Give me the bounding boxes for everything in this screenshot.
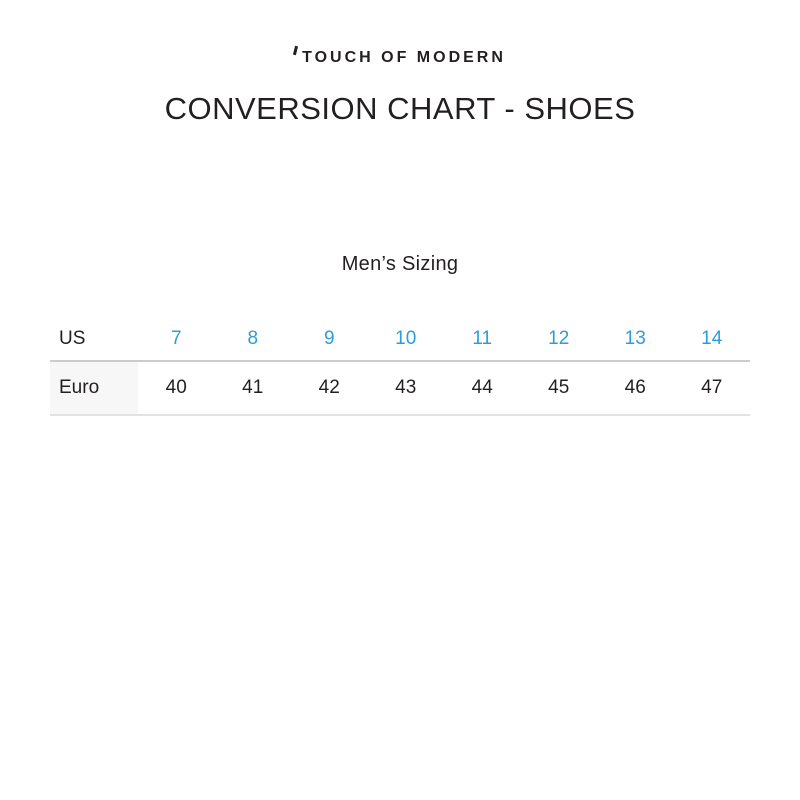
size-conversion-table <box>50 318 750 416</box>
us-size-value: 10 <box>395 328 417 349</box>
us-row-label: US <box>59 328 86 349</box>
us-size-value: 13 <box>624 328 646 349</box>
euro-size-value: 40 <box>165 377 187 398</box>
us-size-value: 11 <box>472 328 493 349</box>
us-size-value: 12 <box>548 328 570 349</box>
logo-tick-icon <box>293 46 298 55</box>
table-row-euro <box>50 362 750 416</box>
euro-row-label: Euro <box>50 362 138 414</box>
euro-size-value: 41 <box>242 377 264 398</box>
euro-size-value: 44 <box>471 377 493 398</box>
us-size-value: 14 <box>701 328 723 349</box>
euro-size-value: 47 <box>701 377 723 398</box>
us-size-value: 9 <box>323 328 335 349</box>
euro-size-value: 43 <box>395 377 417 398</box>
us-size-value: 8 <box>247 328 259 349</box>
page-title: CONVERSION CHART - SHOES <box>164 91 636 126</box>
euro-size-value: 45 <box>548 377 570 398</box>
euro-size-value: 46 <box>624 377 646 398</box>
section-title-mens-sizing: Men’s Sizing <box>341 253 459 275</box>
table-row-us <box>50 318 750 362</box>
euro-size-value: 42 <box>318 377 340 398</box>
logo-text: TOUCH OF MODERN <box>302 49 506 66</box>
touch-of-modern-logo <box>0 46 800 70</box>
us-size-value: 7 <box>170 328 182 349</box>
